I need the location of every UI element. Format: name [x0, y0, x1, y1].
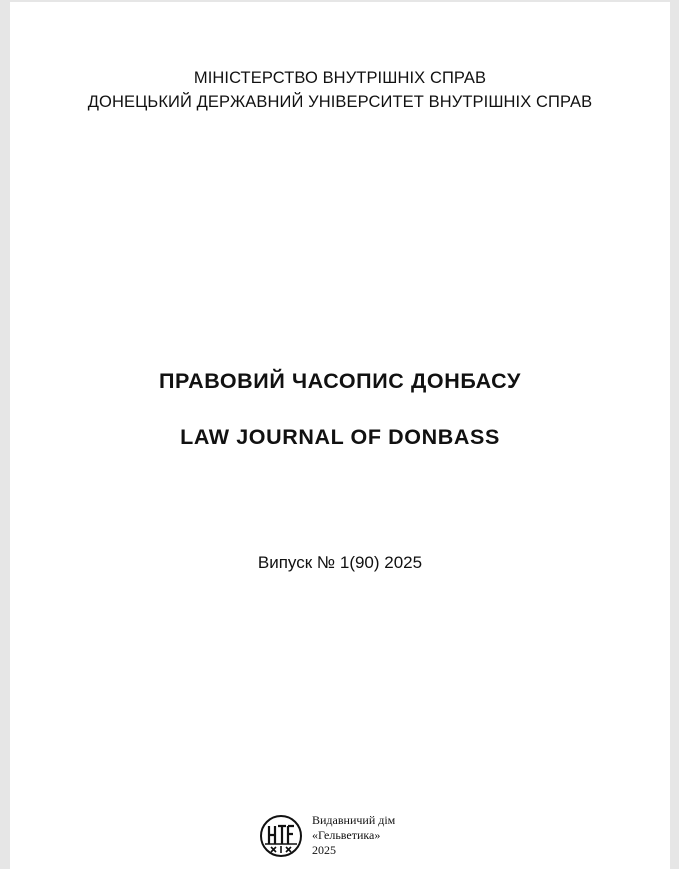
- publisher-text: [312, 813, 395, 858]
- journal-title-english: LAW JOURNAL OF DONBASS: [180, 425, 500, 449]
- document-page: [10, 2, 670, 869]
- university-name: ДОНЕЦЬКИЙ ДЕРЖАВНИЙ УНІВЕРСИТЕТ ВНУТРІШНІХ СПРАВ: [87, 93, 593, 111]
- publisher-line-2: «Гельветика»: [312, 828, 381, 842]
- publisher-block: [259, 813, 395, 858]
- publisher-logo-icon: [259, 814, 303, 858]
- journal-title-ukrainian: ПРАВОВИЙ ЧАСОПИС ДОНБАСУ: [159, 369, 521, 393]
- header: [10, 66, 670, 114]
- publisher-line-1: Видавничий дім: [312, 813, 396, 827]
- publisher-year: 2025: [312, 843, 336, 857]
- issue-number: Випуск № 1(90) 2025: [257, 553, 423, 572]
- ministry-name: МІНІСТЕРСТВО ВНУТРІШНІХ СПРАВ: [193, 69, 487, 87]
